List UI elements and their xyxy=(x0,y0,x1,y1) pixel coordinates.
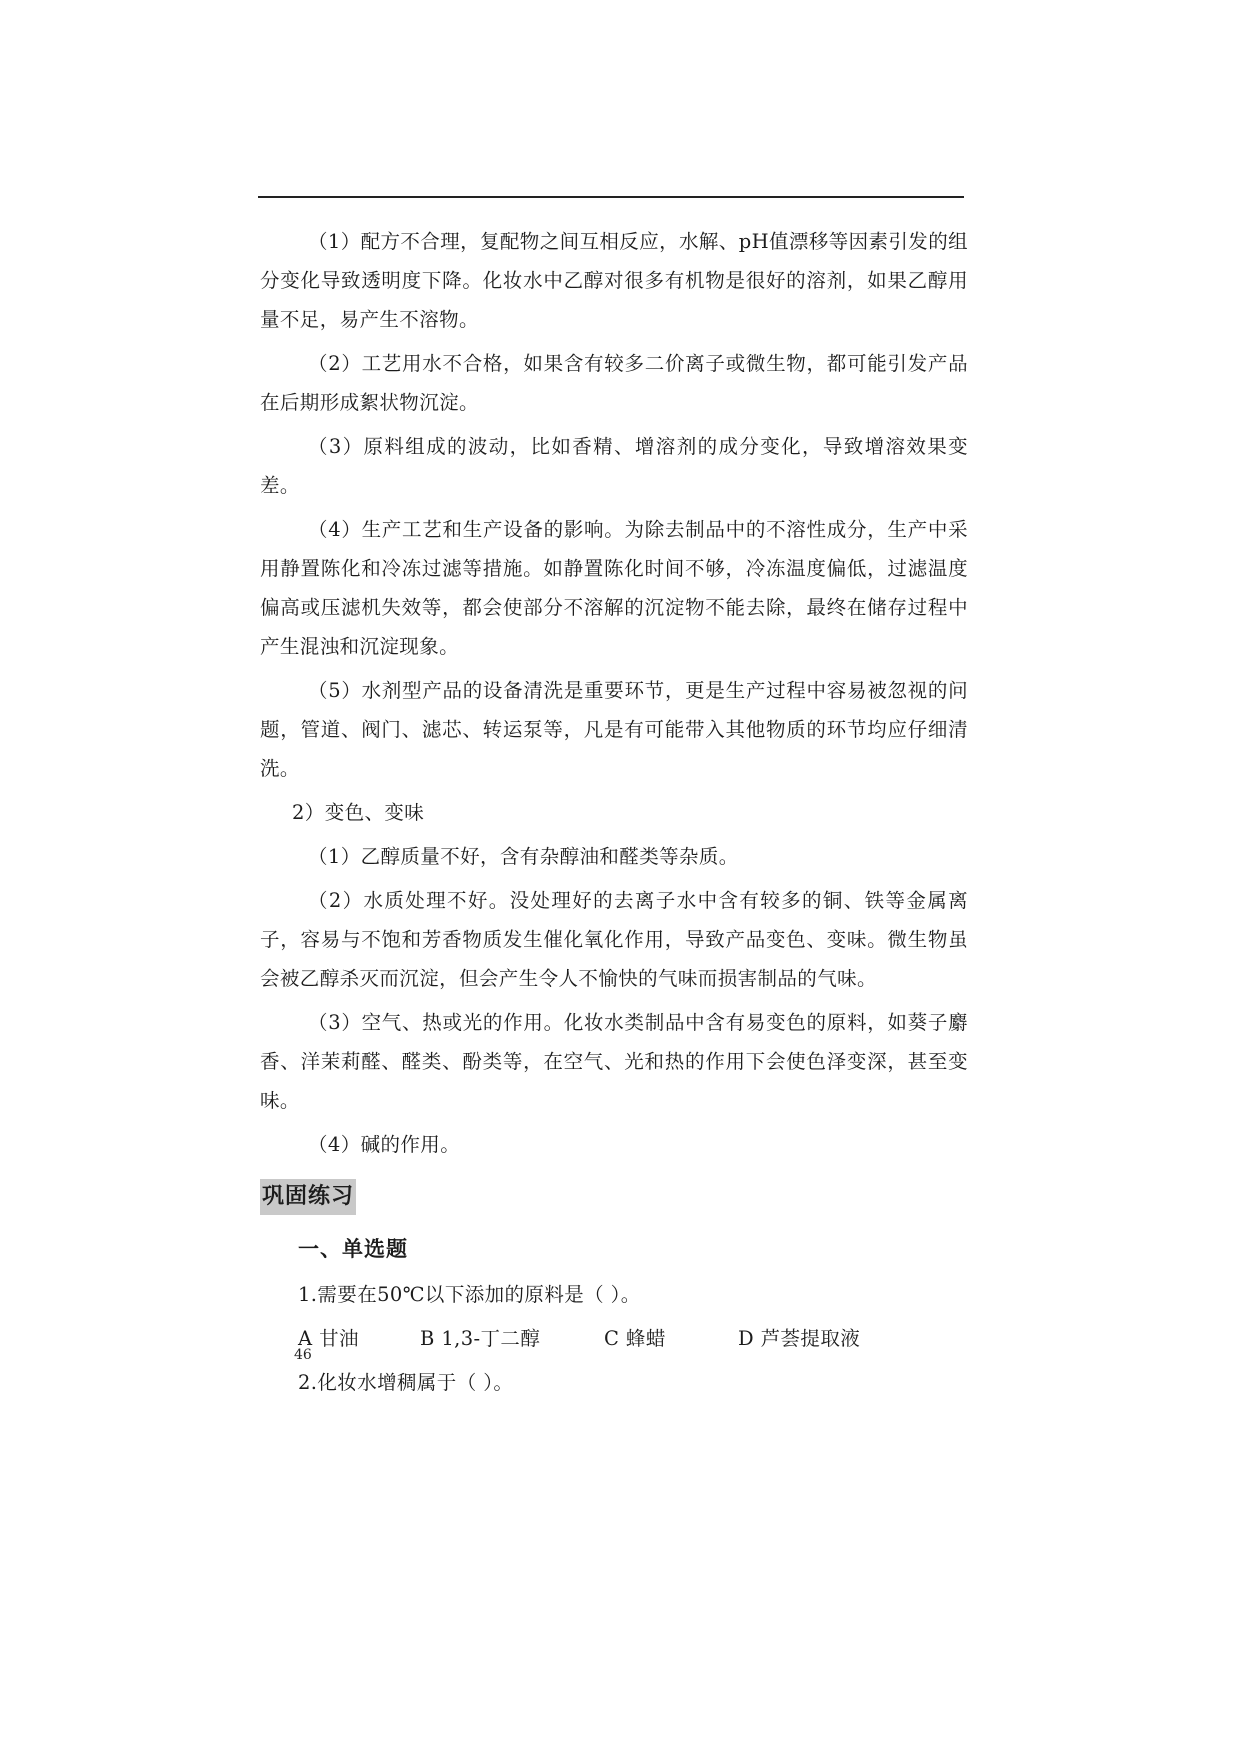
paragraph-cause-5: （5）水剂型产品的设备清洗是重要环节，更是生产过程中容易被忽视的问题，管道、阀门、滤芯、转运泵等，凡是有可能带入其他物质的环节均应仔细清洗。 xyxy=(260,679,968,780)
paragraph-cause-3: （3）原料组成的波动，比如香精、增溶剂的成分变化，导致增溶效果变差。 xyxy=(260,435,968,497)
option-d: D 芦荟提取液 xyxy=(738,1327,861,1350)
question-1: 1.需要在50℃以下添加的原料是（ ）。 xyxy=(298,1283,641,1306)
paragraph-color-3: （3）空气、热或光的作用。化妆水类制品中含有易变色的原料，如葵子麝香、洋茉莉醛、醛类、酚类等，在空气、光和热的作用下会使色泽变深，甚至变味。 xyxy=(260,1011,968,1112)
option-b: B 1,3-丁二醇 xyxy=(420,1327,541,1350)
subsection-title: 一、单选题 xyxy=(298,1237,408,1261)
question-1-options xyxy=(298,1319,968,1358)
page-number: 46 xyxy=(294,1347,312,1363)
paragraph-cause-2: （2）工艺用水不合格，如果含有较多二价离子或微生物，都可能引发产品在后期形成絮状物沉淀。 xyxy=(260,352,968,414)
subheading-discoloration: 2）变色、变味 xyxy=(292,801,425,824)
option-a: A 甘油 xyxy=(298,1327,359,1350)
paragraph-cause-4: （4）生产工艺和生产设备的影响。为除去制品中的不溶性成分，生产中采用静置陈化和冷冻过滤等措施。如静置陈化时间不够，冷冻温度偏低，过滤温度偏高或压滤机失效等，都会使部分不溶解的沉淀物不能去除，最终在储存过程中产生混浊和沉淀现象。 xyxy=(260,518,968,658)
paragraph-color-2: （2）水质处理不好。没处理好的去离子水中含有较多的铜、铁等金属离子，容易与不饱和芳香物质发生催化氧化作用，导致产品变色、变味。微生物虽会被乙醇杀灭而沉淀，但会产生令人不愉快的气味而损害制品的气味。 xyxy=(260,889,968,990)
paragraph-color-1: （1）乙醇质量不好，含有杂醇油和醛类等杂质。 xyxy=(308,845,739,868)
paragraph-color-4: （4）碱的作用。 xyxy=(308,1133,461,1156)
paragraph-cause-1: （1）配方不合理，复配物之间互相反应，水解、pH值漂移等因素引发的组分变化导致透明度下降。化妆水中乙醇对很多有机物是很好的溶剂，如果乙醇用量不足，易产生不溶物。 xyxy=(260,230,968,331)
header-rule xyxy=(258,196,964,198)
option-c: C 蜂蜡 xyxy=(604,1327,666,1350)
section-title-wrap xyxy=(260,1169,968,1225)
page-content xyxy=(260,222,968,1407)
question-2: 2.化妆水增稠属于（ ）。 xyxy=(298,1371,514,1394)
section-title: 巩固练习 xyxy=(260,1179,356,1215)
